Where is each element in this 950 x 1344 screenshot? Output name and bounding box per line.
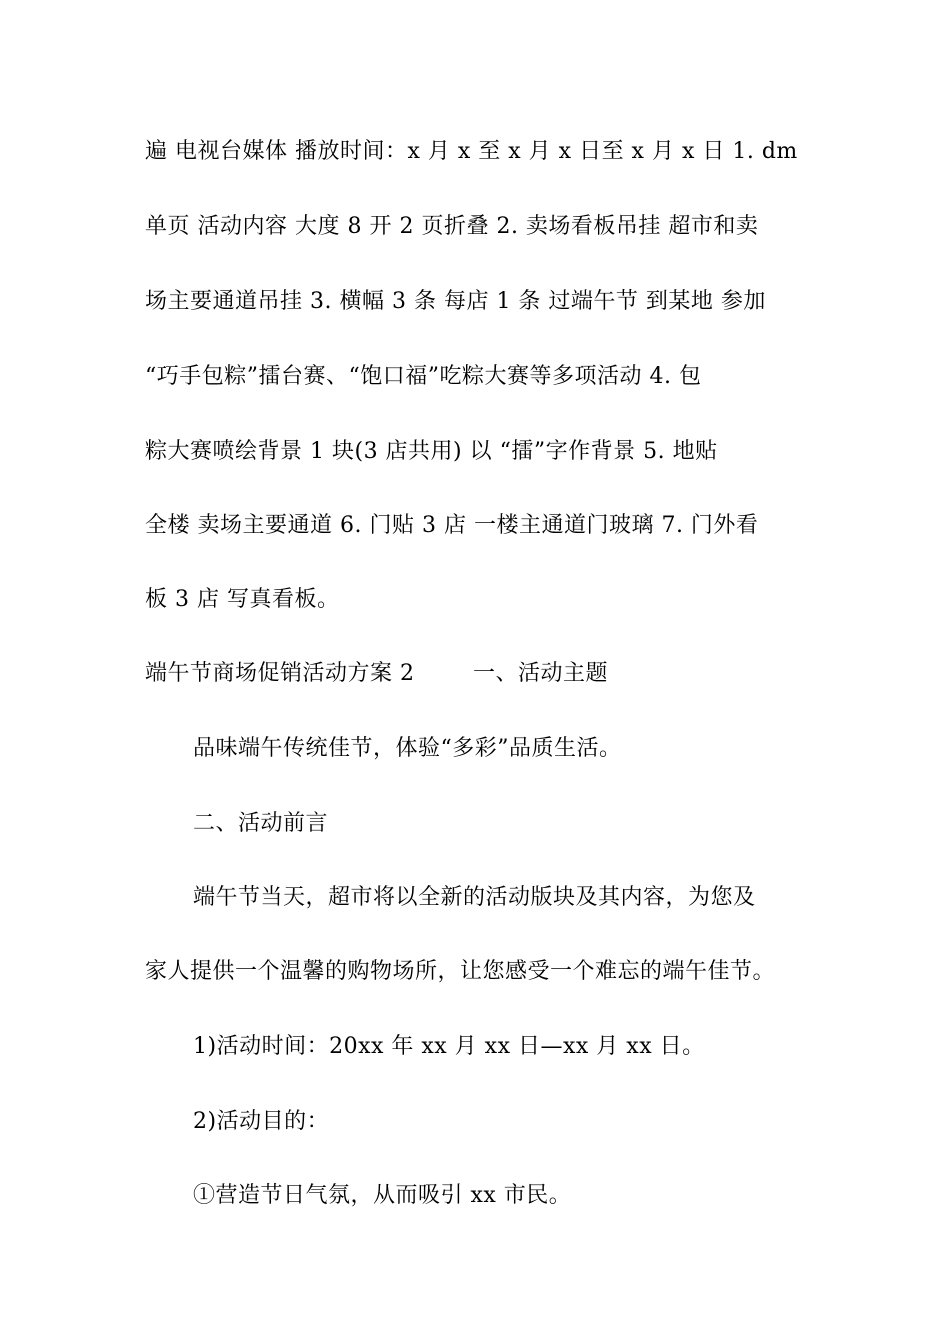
body-line-3: 场主要通道吊挂 3. 横幅 3 条 每店 1 条 过端午节 到某地 参加	[145, 289, 766, 314]
body-line-4: “巧手包粽”擂台赛、“饱口福”吃粽大赛等多项活动 4. 包	[145, 364, 702, 389]
section-heading-preface: 二、活动前言	[193, 811, 329, 836]
theme-text: 品味端午传统佳节，体验“多彩”品质生活。	[193, 736, 622, 761]
body-line-2: 单页 活动内容 大度 8 开 2 页折叠 2. 卖场看板吊挂 超市和卖	[145, 214, 759, 239]
section-title: 端午节商场促销活动方案 2	[145, 661, 415, 686]
body-line-5: 粽大赛喷绘背景 1 块(3 店共用) 以 “擂”字作背景 5. 地贴	[145, 439, 718, 464]
activity-purpose-item: 2)活动目的：	[193, 1109, 330, 1134]
body-line-6: 全楼 卖场主要通道 6. 门贴 3 店 一楼主通道门玻璃 7. 门外看	[145, 513, 759, 538]
preface-line-2: 家人提供一个温馨的购物场所，让您感受一个难忘的端午佳节。	[145, 959, 776, 984]
section-heading-theme: 一、活动主题	[473, 661, 609, 686]
body-line-1: 遍 电视台媒体 播放时间：x 月 x 至 x 月 x 日至 x 月 x 日 1. dm	[145, 139, 798, 164]
activity-purpose-sub-item-1: ①营造节日气氛，从而吸引 xx 市民。	[193, 1183, 572, 1208]
preface-line-1: 端午节当天，超市将以全新的活动版块及其内容，为您及	[193, 885, 756, 910]
activity-time-item: 1)活动时间：20xx 年 xx 月 xx 日—xx 月 xx 日。	[193, 1034, 705, 1059]
body-line-7: 板 3 店 写真看板。	[145, 587, 340, 612]
